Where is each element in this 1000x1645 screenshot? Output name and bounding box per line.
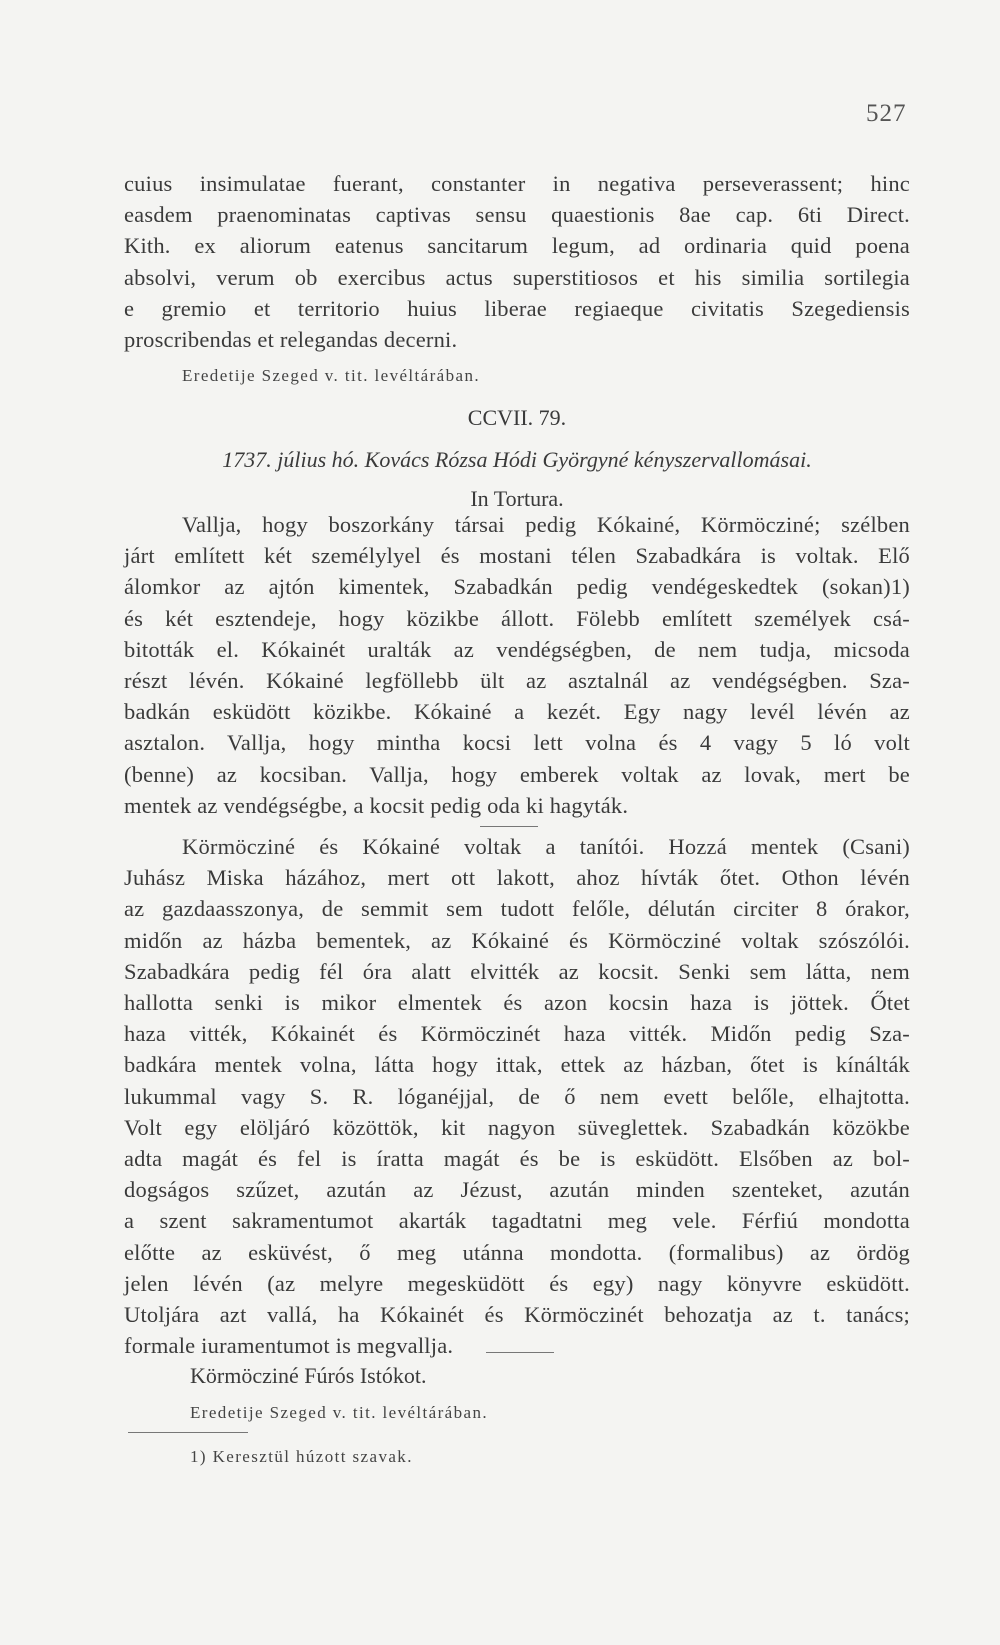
text-line: absolvi, verum ob exercibus actus superstitiosos et his similia sortilegia xyxy=(124,264,910,290)
text-line: bitották el. Kókainét uralták az vendégségben, de nem tudja, micsoda xyxy=(124,636,910,662)
entry-number: CCVII. 79. xyxy=(467,405,567,430)
page-number: 527 xyxy=(866,100,907,127)
text-line: Körmöcziné és Kókainé voltak a tanítói. Hozzá mentek (Csani) xyxy=(182,834,910,859)
text-line: easdem praenominatas captivas sensu quaestionis 8ae cap. 6ti Direct. xyxy=(124,202,910,228)
text-line: Kith. ex aliorum eatenus sancitarum legum, ad ordinaria quid poena xyxy=(124,233,910,259)
text-line: lukummal vagy S. R. lóganéjjal, de ő nem evett belőle, elhajtotta. xyxy=(124,1083,910,1109)
text-line: járt említett két személylyel és mostani télen Szabadkára is voltak. Elő xyxy=(124,543,910,569)
paragraph xyxy=(124,831,910,1361)
paragraph xyxy=(124,509,910,821)
text-line: álomkor az ajtón kimentek, Szabadkán pedig vendégeskedtek (sokan)1) xyxy=(124,574,910,600)
text-line: badkán esküdött közikbe. Kókainé a kezét. Egy nagy levél lévén az xyxy=(124,699,910,725)
text-line: és két esztendeje, hogy közikbe állott. Fölebb említett személyek csá- xyxy=(124,605,910,631)
text-line: midőn az házba bementek, az Kókainé és Körmöcziné voltak szószólói. xyxy=(124,927,910,953)
text-line: Juhász Miska házához, mert ott lakott, ahoz hívták őtet. Othon lévén xyxy=(124,865,910,891)
signature-line: Körmöcziné Fúrós Istókot. xyxy=(190,1363,427,1388)
text-line: cuius insimulatae fuerant, constanter in negativa perseverassent; hinc xyxy=(124,171,910,196)
text-line: előtte az esküvést, ő meg utánna mondotta. (formalibus) az ördög xyxy=(124,1239,910,1265)
separator-rule xyxy=(480,826,538,827)
text-line: jelen lévén (az melyre megesküdött és egy) nagy könyvre esküdött. xyxy=(124,1270,910,1296)
text-line: részt lévén. Kókainé legföllebb ült az asztalnál az vendégségben. Sza- xyxy=(124,668,910,694)
text-line: asztalon. Vallja, hogy mintha kocsi lett volna és 4 vagy 5 ló volt xyxy=(124,730,910,756)
intro-paragraph xyxy=(124,168,910,355)
text-line: haza vitték, Kókainét és Körmöczinét haza vitték. Midőn pedig Sza- xyxy=(124,1021,910,1047)
text-line: hallotta senki is mikor elmentek és azon kocsin haza is jöttek. Őtet xyxy=(124,990,910,1016)
text-line: Utoljára azt vallá, ha Kókainét és Körmöczinét behozatja az t. tanács; xyxy=(124,1302,910,1328)
footnote: 1) Keresztül húzott szavak. xyxy=(190,1447,413,1466)
text-line: mentek az vendégségbe, a kocsit pedig oda ki hagyták. xyxy=(124,792,629,818)
text-line: dogságos szűzet, azután az Jézust, azután minden szenteket, azután xyxy=(124,1177,910,1203)
text-line: a szent sakramentumot akarták tagadtatni meg vele. Férfiú mondotta xyxy=(124,1208,910,1234)
text-line: Szabadkára pedig fél óra alatt elvitték az kocsit. Senki sem látta, nem xyxy=(124,958,910,984)
text-line: e gremio et territorio huius liberae regiaeque civitatis Szegediensis xyxy=(124,295,910,321)
text-line: badkára mentek volna, látta hogy ittak, ettek az házban, őtet is kínálták xyxy=(124,1052,910,1078)
text-line: az gazdaasszonya, de semmit sem tudott felőle, délután circiter 8 órakor, xyxy=(124,896,910,922)
source-note: Eredetije Szeged v. tit. levéltárában. xyxy=(190,1403,489,1422)
text-line: (benne) az kocsiban. Vallja, hogy emberek voltak az lovak, mert be xyxy=(124,761,910,787)
text-line: Vallja, hogy boszorkány társai pedig Kókainé, Körmöcziné; szélben xyxy=(182,512,910,537)
entry-heading: 1737. július hó. Kovács Rózsa Hódi Györgyné kényszervallomásai. xyxy=(222,447,812,472)
entry-subheading: In Tortura. xyxy=(470,486,564,511)
text-line: proscribendas et relegandas decerni. xyxy=(124,327,458,353)
text-line: adta magát és fel is íratta magát és be is esküdött. Elsőben az bol- xyxy=(124,1146,910,1172)
text-line: formale iuramentumot is megvallja. xyxy=(124,1333,454,1359)
footnote-rule xyxy=(128,1432,248,1433)
text-line: Volt egy elöljáró közöttök, kit nagyon süveglettek. Szabadkán közökbe xyxy=(124,1114,910,1140)
source-note: Eredetije Szeged v. tit. levéltárában. xyxy=(182,366,481,385)
separator-rule xyxy=(486,1352,554,1353)
